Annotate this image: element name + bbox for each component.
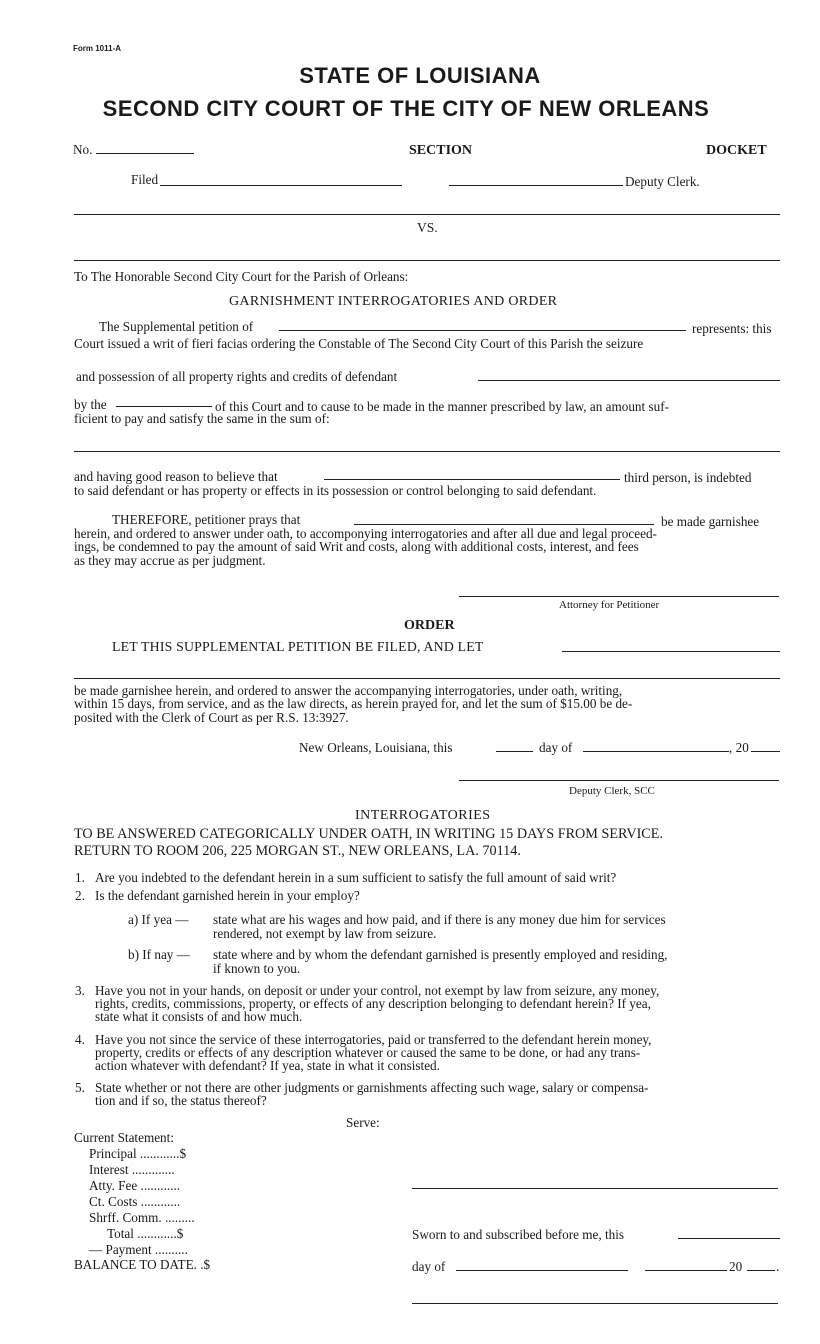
third-person-field[interactable] <box>324 479 620 480</box>
order-garnishee-field[interactable] <box>562 651 780 652</box>
q4-line1: Have you not since the service of these interrogatories, paid or transferred to the defendant herein money, <box>95 1032 652 1047</box>
no-field[interactable] <box>96 153 194 154</box>
order-p-a: be made garnishee herein, and ordered to answer the accompanying interrogatories, under oath, writing, <box>74 683 623 698</box>
section-label: SECTION <box>409 143 473 158</box>
q4-line2: property, credits or effects of any description whatever or caused the same to be done, or had any trans- <box>95 1045 641 1060</box>
interrogatories-instr2: RETURN TO ROOM 206, 225 MORGAN ST., NEW ORLEANS, LA. 70114. <box>74 843 521 859</box>
sworn-day-of: day of <box>412 1259 446 1274</box>
interrogatories-title: INTERROGATORIES <box>355 808 491 823</box>
order-line1: LET THIS SUPPLEMENTAL PETITION BE FILED, AND LET <box>112 639 484 654</box>
sum-field[interactable] <box>74 451 780 452</box>
by-the-field[interactable] <box>116 406 212 407</box>
deputy-clerk-field[interactable] <box>449 185 623 186</box>
petition-p5-c: herein, and ordered to answer under oath, to accomponying interrogatories and after all due and legal proceed- <box>74 526 657 541</box>
petitioner-field[interactable] <box>279 330 686 331</box>
q1-text: Are you indebted to the defendant herein in a sum sufficient to satisfy the full amount of said writ? <box>95 870 617 885</box>
attorney-label: Attorney for Petitioner <box>559 599 660 611</box>
q2b-line1: state where and by whom the defendant garnished is presently employed and residing, <box>213 947 668 962</box>
q5-line1: State whether or not there are other judgments or garnishments affecting such wage, salary or compensa- <box>95 1080 649 1095</box>
statement-balance: BALANCE TO DATE. .$ <box>74 1257 211 1272</box>
q2a-label: a) If yea — <box>128 912 189 927</box>
docket-label: DOCKET <box>706 143 767 158</box>
form-number: Form 1011-A <box>73 44 122 53</box>
q3-line2: rights, credits, commissions, property, or effects of any description belonging to defendant herein? If yea, <box>95 996 651 1011</box>
petition-p4-a: and having good reason to believe that <box>74 469 278 484</box>
order-date-a: New Orleans, Louisiana, this <box>299 740 453 755</box>
salutation: To The Honorable Second City Court for the Parish of Orleans: <box>74 269 409 284</box>
sworn-year-field[interactable] <box>747 1270 775 1271</box>
plaintiff-line[interactable] <box>74 214 780 215</box>
order-date-c: , 20 <box>729 740 749 755</box>
petition-p5-e: as they may accrue as per judgment. <box>74 553 266 568</box>
q3-number: 3. <box>75 983 85 998</box>
petition-p5-d: ings, be condemned to pay the amount of said Writ and costs, along with additional costs, interest, and fees <box>74 539 639 554</box>
interrogatories-instr1: TO BE ANSWERED CATEGORICALLY UNDER OATH, IN WRITING 15 DAYS FROM SERVICE. <box>74 826 663 842</box>
order-title: ORDER <box>404 618 455 633</box>
q3-line1: Have you not in your hands, on deposit or under your control, not exempt by law from seizure, any money, <box>95 983 660 998</box>
deputy-clerk-scc-label: Deputy Clerk, SCC <box>569 785 655 797</box>
petition-p3-c: ficient to pay and satisfy the same in the sum of: <box>74 411 330 426</box>
order-garnishee-line[interactable] <box>74 678 780 679</box>
q5-line2: tion and if so, the status thereof? <box>95 1093 267 1108</box>
notary-signature-line[interactable] <box>412 1303 778 1304</box>
attorney-signature-line[interactable] <box>459 596 779 597</box>
serve-label: Serve: <box>346 1115 380 1130</box>
petition-p4-c: to said defendant or has property or effects in its possession or control belonging to said defendant. <box>74 483 597 498</box>
sworn-month-field[interactable] <box>456 1270 628 1271</box>
statement-shrff-comm: Shrff. Comm. ......... <box>89 1210 195 1225</box>
sworn-line1: Sworn to and subscribed before me, this <box>412 1227 625 1242</box>
no-label: No. <box>73 142 93 157</box>
q4-number: 4. <box>75 1032 85 1047</box>
statement-interest: Interest ............. <box>89 1162 175 1177</box>
q4-line3: action whatever with defendant? If yea, state in what it consisted. <box>95 1058 440 1073</box>
order-year-field[interactable] <box>751 751 780 752</box>
petition-p3-a: by the <box>74 397 107 412</box>
statement-atty-fee: Atty. Fee ............ <box>89 1178 181 1193</box>
deputy-clerk-scc-line[interactable] <box>459 780 779 781</box>
defendant-field[interactable] <box>478 380 780 381</box>
order-p-c: posited with the Clerk of Court as per R.S. 13:3927. <box>74 710 349 725</box>
petition-p1-b: represents: this <box>692 321 772 336</box>
order-day-field[interactable] <box>496 751 533 752</box>
garnishee-field[interactable] <box>354 524 654 525</box>
filed-label: Filed <box>131 172 159 187</box>
statement-total: Total ............$ <box>107 1226 184 1241</box>
statement-ct-costs: Ct. Costs ............ <box>89 1194 181 1209</box>
petition-p4-b: third person, is indebted <box>624 470 752 485</box>
q2a-line1: state what are his wages and how paid, and if there is any money due him for services <box>213 912 666 927</box>
q1-number: 1. <box>75 870 85 885</box>
court-heading: SECOND CITY COURT OF THE CITY OF NEW ORLEANS <box>102 96 710 121</box>
q2b-label: b) If nay — <box>128 947 190 962</box>
order-date-b: day of <box>539 740 573 755</box>
deputy-clerk-label: Deputy Clerk. <box>625 174 700 189</box>
sworn-year: 20 <box>729 1259 743 1274</box>
petition-p2: and possession of all property rights and credits of defendant <box>76 369 398 384</box>
q3-line3: state what it consists of and how much. <box>95 1009 303 1024</box>
sworn-day-field[interactable] <box>678 1238 780 1239</box>
serve-line[interactable] <box>412 1188 778 1189</box>
petition-p1-a: The Supplemental petition of <box>99 319 254 334</box>
statement-principal: Principal ............$ <box>89 1146 187 1161</box>
vs-label: VS. <box>417 220 438 235</box>
q2-text: Is the defendant garnished herein in your employ? <box>95 888 360 903</box>
petition-p3-b: of this Court and to cause to be made in the manner prescribed by law, an amount suf- <box>215 399 669 414</box>
sworn-period: . <box>776 1259 780 1274</box>
petition-p1-c: Court issued a writ of fieri facias ordering the Constable of The Second City Court of this Parish the seizure <box>74 336 644 351</box>
order-month-field[interactable] <box>583 751 729 752</box>
q2a-line2: rendered, not exempt by law from seizure. <box>213 926 437 941</box>
petition-p5-b: be made garnishee <box>661 514 760 529</box>
defendant-line[interactable] <box>74 260 780 261</box>
q2b-line2: if known to you. <box>213 961 301 976</box>
state-heading: STATE OF LOUISIANA <box>299 63 541 88</box>
order-p-b: within 15 days, from service, and as the law directs, as herein prayed for, and let the sum of $15.00 be de- <box>74 696 633 711</box>
petition-p5-a: THEREFORE, petitioner prays that <box>112 512 301 527</box>
petition-title: GARNISHMENT INTERROGATORIES AND ORDER <box>229 294 558 309</box>
q5-number: 5. <box>75 1080 85 1095</box>
statement-title: Current Statement: <box>74 1130 174 1145</box>
q2-number: 2. <box>75 888 85 903</box>
sworn-year-prefix-field[interactable] <box>645 1270 727 1271</box>
filed-field[interactable] <box>160 185 402 186</box>
statement-payment: — Payment .......... <box>89 1242 188 1257</box>
